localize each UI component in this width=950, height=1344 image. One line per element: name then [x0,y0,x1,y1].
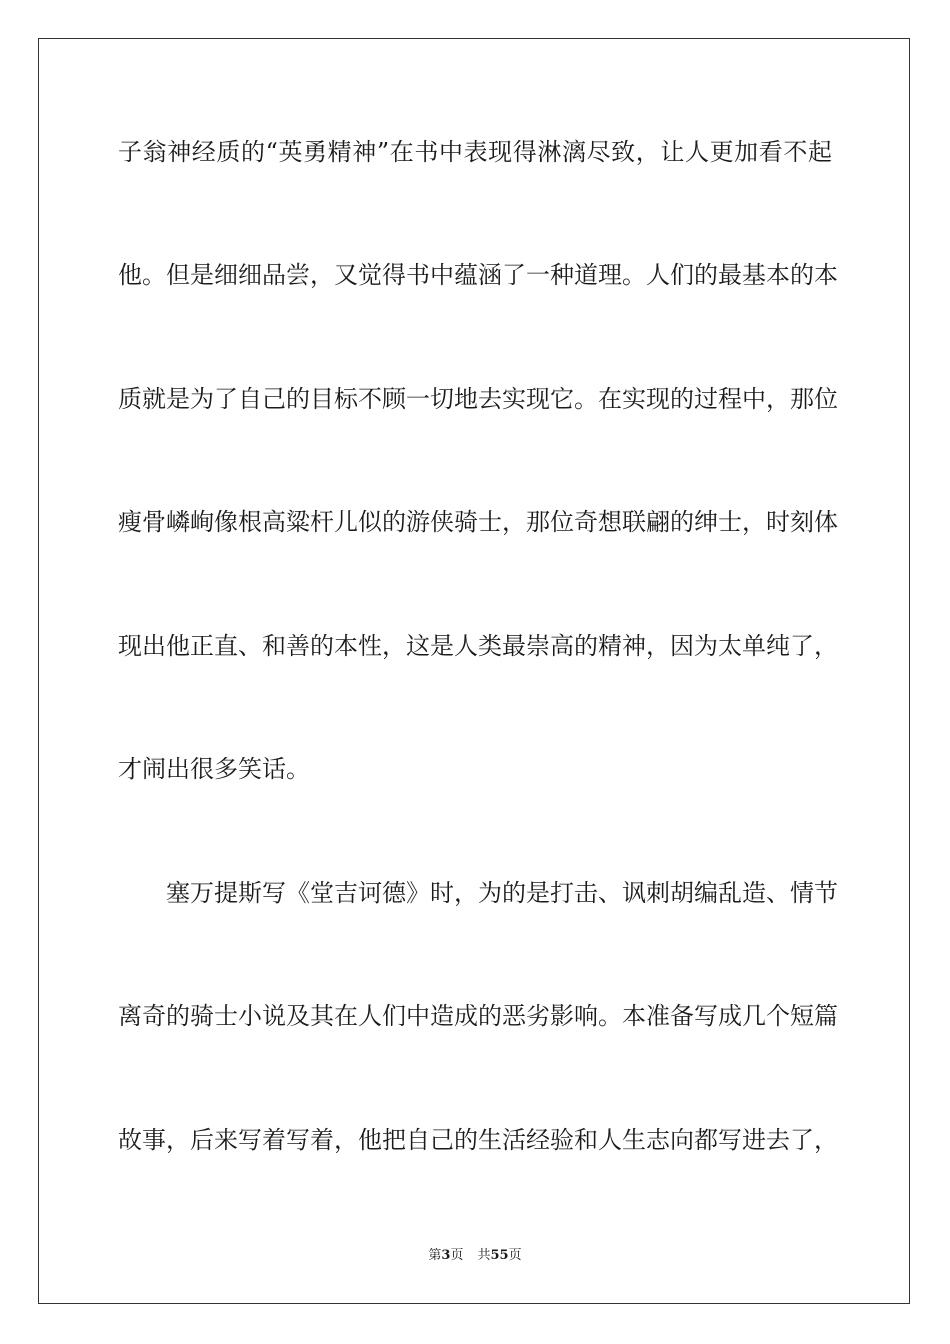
page-number: 3 [441,1248,451,1263]
paragraph-1-line-4: 瘦骨嶙峋像根高粱杆儿似的游侠骑士，那位奇想联翩的绅士，时刻体 [118,508,838,536]
page-border [38,38,910,1304]
total-suffix: 页 [508,1248,522,1263]
paragraph-1-line-3: 质就是为了自己的目标不顾一切地去实现它。在实现的过程中，那位 [118,385,838,413]
page-prefix: 第 [428,1248,442,1263]
total-prefix: 共 [477,1248,491,1263]
page-suffix: 页 [450,1248,464,1263]
paragraph-1-line-5: 现出他正直、和善的本性，这是人类最崇高的精神，因为太单纯了， [118,632,838,660]
paragraph-2-line-2: 离奇的骑士小说及其在人们中造成的恶劣影响。本准备写成几个短篇 [118,1002,838,1030]
paragraph-1-line-2: 他。但是细细品尝，又觉得书中蕴涵了一种道理。人们的最基本的本 [118,261,838,289]
paragraph-2-line-3: 故事，后来写着写着，他把自己的生活经验和人生志向都写进去了， [118,1126,838,1154]
paragraph-1-line-6: 才闹出很多笑话。 [118,755,310,783]
total-pages: 55 [490,1248,509,1263]
page-footer [0,1247,950,1265]
paragraph-2-line-1: 塞万提斯写《堂吉诃德》时，为的是打击、讽刺胡编乱造、情节 [166,879,838,907]
paragraph-1-line-1: 子翁神经质的“英勇精神”在书中表现得淋漓尽致，让人更加看不起 [118,138,832,166]
